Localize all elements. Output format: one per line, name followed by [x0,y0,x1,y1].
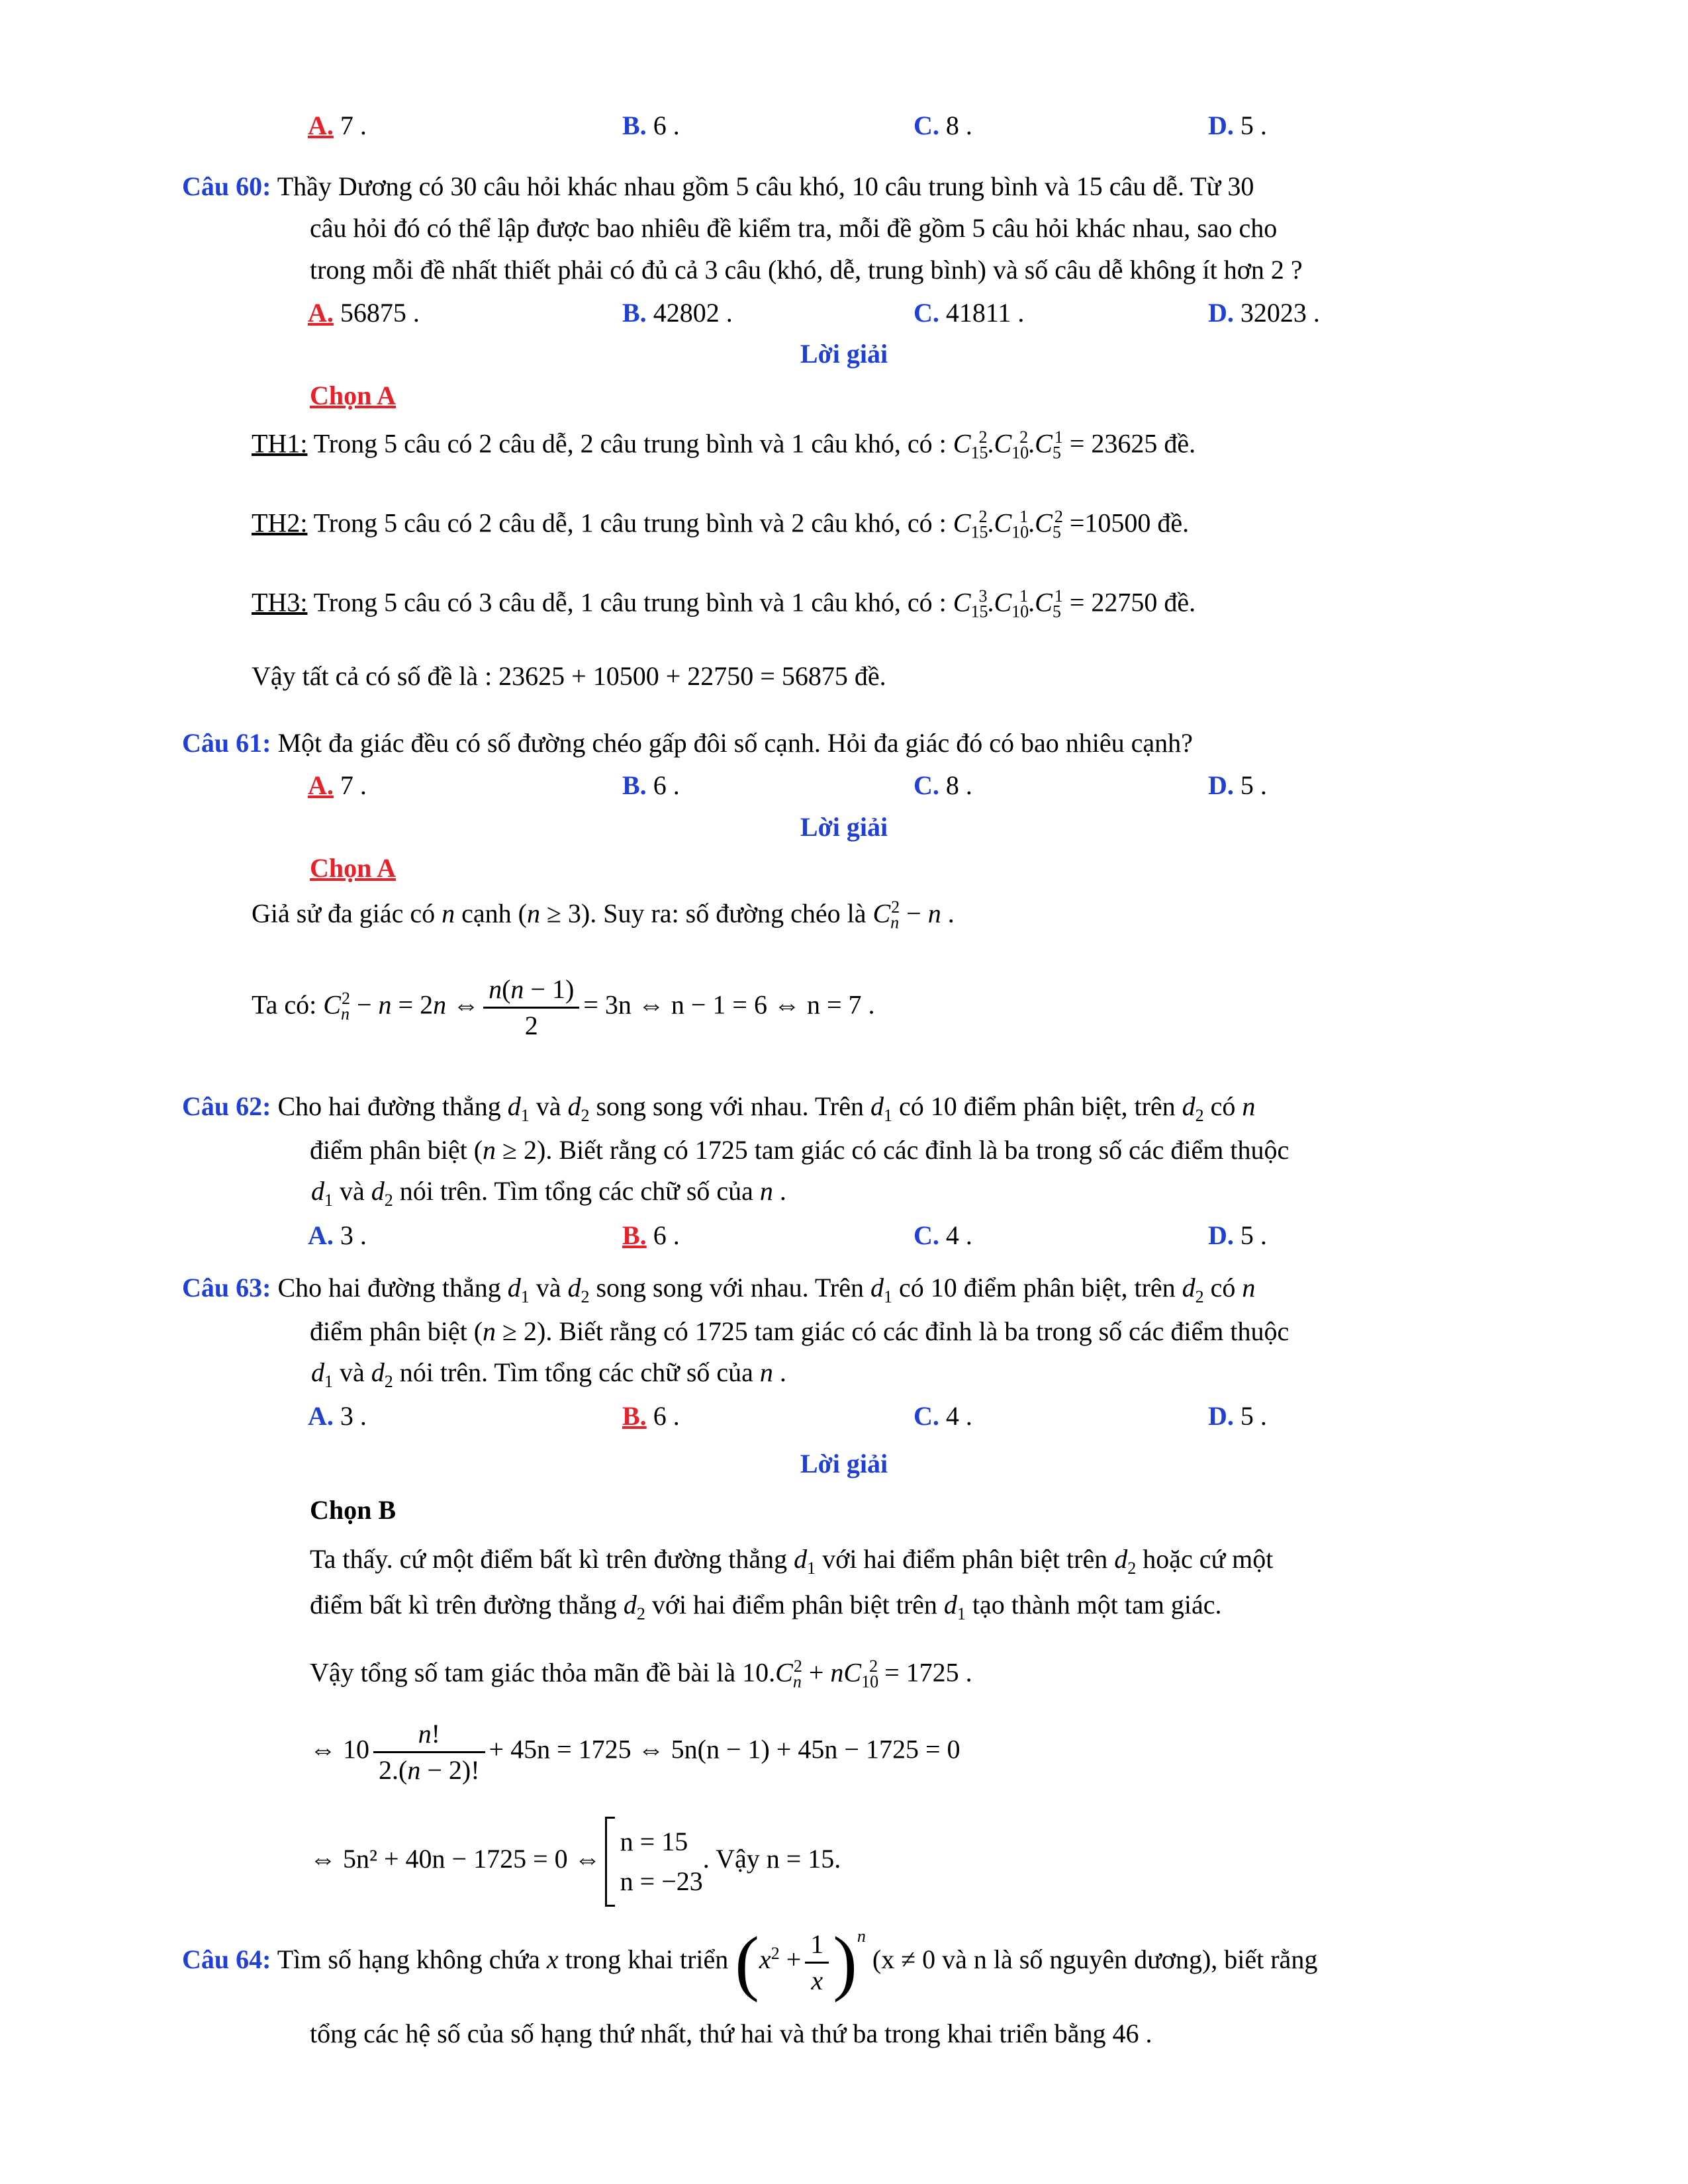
q63-option-b[interactable]: B. 6 . [622,1401,680,1431]
q59-option-a[interactable]: A. 7 . [308,111,367,140]
q61-fraction: $\frac{n(n - 1)}{2}$ [483,976,579,1039]
q62-line-3: $d_1$ và $d_2$ nói trên. Tìm tổng các chữ số của n . [311,1176,786,1210]
q63-bracket [605,1817,615,1907]
q60-case-3: TH3: Trong 5 câu có 3 câu dễ, 1 câu trung bình và 1 câu khó, có : $C_{15}^3.C_{10}^1.C_5^1 = 22750$ đề. [252,586,1196,621]
q64-fraction: $\frac{1}{x}$ [805,1931,829,1994]
q61-assumption: Giả sử đa giác có n cạnh (n ≥ 3). Suy ra: số đường chéo là $C_n^2 - n$ . [252,897,955,933]
q63-choice: Chọn B [310,1495,397,1525]
q62-option-c[interactable]: C. 4 . [914,1220,972,1250]
q61-choice: Chọn A [310,853,397,883]
q61-solution-heading: Lời giải [800,812,888,842]
q60-line-3: trong mỗi đề nhất thiết phải có đủ cả 3 câu (khó, dễ, trung bình) và số câu dễ không ít hơn 2 ? [310,255,1303,285]
q60-choice: Chọn A [310,381,397,410]
q60-option-d[interactable]: D. 32023 . [1208,298,1320,328]
q60-total: Vậy tất cả có số đề là : 23625 + 10500 + 22750 = 56875 đề. [252,661,886,691]
q61-option-a[interactable]: A. 7 . [308,770,367,800]
q60-line-1: Câu 60: Thầy Dương có 30 câu hỏi khác nhau gồm 5 câu khó, 10 câu trung bình và 15 câu dễ. Từ 30 [182,171,1254,201]
q61-option-c[interactable]: C. 8 . [914,770,972,800]
q63-option-d[interactable]: D. 5 . [1208,1401,1267,1431]
q63-option-a[interactable]: A. 3 . [308,1401,367,1431]
q62-option-a[interactable]: A. 3 . [308,1220,367,1250]
q61-option-b[interactable]: B. 6 . [622,770,680,800]
q60-option-b[interactable]: B. 42802 . [622,298,733,328]
q63-fraction: $\frac{n!}{2.(n - 2)!}$ [373,1721,485,1784]
q63-equation-2: ⇔ 5n² + 40n − 1725 = 0 ⇔n = 15 n = −23. Vậy n = 15. [310,1817,841,1907]
q60-case-2: TH2: Trong 5 câu có 2 câu dễ, 1 câu trung bình và 2 câu khó, có : $C_{15}^2.C_{10}^1.C_5^2 =10500$ đề. [252,507,1190,542]
q59-option-b[interactable]: B. 6 . [622,111,680,140]
q60-case-1: TH1: Trong 5 câu có 2 câu dễ, 2 câu trung bình và 1 câu khó, có : $C_{15}^2.C_{10}^2.C_5^1 = 23625$ đề. [252,428,1196,463]
q60-option-c[interactable]: C. 41811 . [914,298,1025,328]
q63-sol-line-1: Ta thấy. cứ một điểm bất kì trên đường thẳng $d_1$ với hai điểm phân biệt trên $d_2$ hoặc cứ một [310,1544,1274,1578]
q63-solution-heading: Lời giải [800,1449,888,1479]
q63-sol-line-2: điểm bất kì trên đường thẳng $d_2$ với hai điểm phân biệt trên $d_1$ tạo thành một tam giác. [310,1590,1222,1623]
q59-option-d[interactable]: D. 5 . [1208,111,1267,140]
q64-line-1: Câu 64: Tìm số hạng không chứa x trong khai triển ($x^2$ + $\frac{1}{x}$ )$^n$ (x ≠ 0 và n là số nguyên dương), biết rằng [182,1922,1318,2003]
q63-option-c[interactable]: C. 4 . [914,1401,972,1431]
q61-question: Câu 61: Một đa giác đều có số đường chéo gấp đôi số cạnh. Hỏi đa giác đó có bao nhiêu cạnh? [182,728,1193,758]
q63-line-2: điểm phân biệt (n ≥ 2). Biết rằng có 1725 tam giác có các đỉnh là ba trong số các điểm thuộc [310,1316,1289,1346]
q63-line-3: $d_1$ và $d_2$ nói trên. Tìm tổng các chữ số của n . [311,1357,786,1391]
q60-solution-heading: Lời giải [800,339,888,369]
q59-option-c[interactable]: C. 8 . [914,111,972,140]
q63-line-1: Câu 63: Cho hai đường thẳng $d_1$ và $d_2$ song song với nhau. Trên $d_1$ có 10 điểm phân biệt, trên $d_2$ có n [182,1273,1256,1306]
q62-line-2: điểm phân biệt (n ≥ 2). Biết rằng có 1725 tam giác có các đỉnh là ba trong số các điểm thuộc [310,1135,1289,1165]
q60-line-2: câu hỏi đó có thể lập được bao nhiêu đề kiểm tra, mỗi đề gồm 5 câu hỏi khác nhau, sao cho [310,213,1278,243]
q64-line-2: tổng các hệ số của số hạng thứ nhất, thứ hai và thứ ba trong khai triển bằng 46 . [310,2019,1152,2048]
q61-option-d[interactable]: D. 5 . [1208,770,1267,800]
q61-derivation: Ta có: $C_n^2 - n = 2n$ ⇔ $\frac{n(n - 1)}{2}$ = 3n ⇔ n − 1 = 6 ⇔ n = 7 . [252,974,875,1040]
q62-option-b[interactable]: B. 6 . [622,1220,680,1250]
q60-option-a[interactable]: A. 56875 . [308,298,420,328]
q63-equation-1: ⇔ 10 $\frac{n!}{2.(n - 2)!}$ + 45n = 1725 ⇔ 5n(n − 1) + 45n − 1725 = 0 [310,1719,961,1785]
q62-line-1: Câu 62: Cho hai đường thẳng $d_1$ và $d_2$ song song với nhau. Trên $d_1$ có 10 điểm phân biệt, trên $d_2$ có n [182,1091,1256,1125]
q62-option-d[interactable]: D. 5 . [1208,1220,1267,1250]
q63-sol-line-3: Vậy tổng số tam giác thỏa mãn đề bài là $10.C_n^2 + nC_{10}^2 = 1725$ . [310,1657,972,1692]
